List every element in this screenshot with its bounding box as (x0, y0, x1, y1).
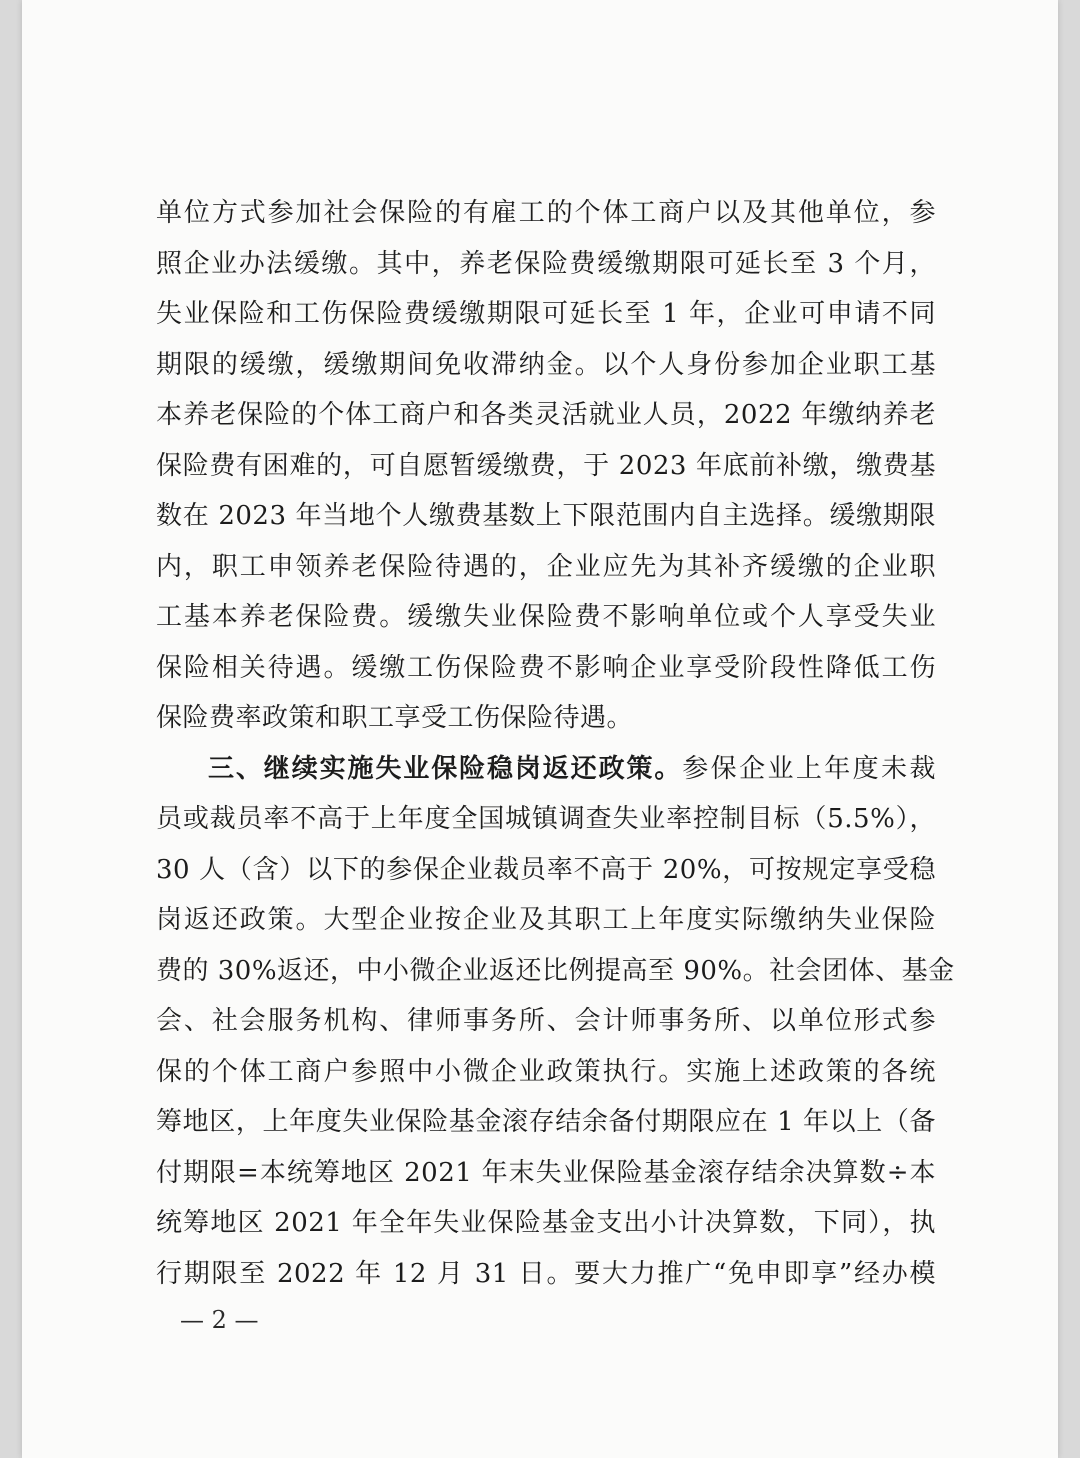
document-page (22, 0, 1058, 1458)
text-line-7: 数在 2023 年当地个人缴费基数上下限范围内自主选择。缓缴期限 (156, 501, 936, 531)
section-heading-line (156, 744, 936, 795)
text-line-5: 本养老保险的个体工商户和各类灵活就业人员，2022 年缴纳养老 (156, 400, 936, 430)
text-line-6: 保险费有困难的，可自愿暂缓缴费，于 2023 年底前补缴，缴费基 (156, 450, 936, 481)
section-line-5: 会、社会服务机构、律师事务所、会计师事务所、以单位形式参 (156, 1006, 936, 1036)
section-line-4: 费的 30%返还，中小微企业返还比例提高至 90%。社会团体、基金 (156, 955, 955, 986)
section-line-9: 统筹地区 2021 年全年失业保险基金支出小计决算数，下同），执 (156, 1208, 936, 1238)
text-line-2: 照企业办法缓缴。其中，养老保险费缓缴期限可延长至 3 个月， (156, 248, 936, 279)
page-number: — 2 — (180, 1306, 259, 1334)
document-body (156, 188, 955, 1299)
text-line-4: 期限的缓缴，缓缴期间免收滞纳金。以个人身份参加企业职工基 (156, 349, 936, 380)
section-line-10: 行期限至 2022 年 12 月 31 日。要大力推广“免申即享”经办模 (156, 1258, 936, 1289)
text-line-11: 保险费率政策和职工享受工伤保险待遇。 (156, 703, 634, 733)
text-line-9: 工基本养老保险费。缓缴失业保险费不影响单位或个人享受失业 (156, 602, 936, 632)
text-line-8: 内，职工申领养老保险待遇的，企业应先为其补齐缓缴的企业职 (156, 551, 936, 582)
section-heading: 三、继续实施失业保险稳岗返还政策。 (208, 753, 683, 784)
text-line-3: 失业保险和工伤保险费缓缴期限可延长至 1 年，企业可申请不同 (156, 299, 936, 329)
text-line-10: 保险相关待遇。缓缴工伤保险费不影响企业享受阶段性降低工伤 (156, 652, 936, 683)
section-line-7: 筹地区，上年度失业保险基金滚存结余备付期限应在 1 年以上（备 (156, 1107, 936, 1137)
text-line-1: 单位方式参加社会保险的有雇工的个体工商户以及其他单位，参 (156, 198, 936, 228)
section-first-line-text: 参保企业上年度未裁 (682, 753, 936, 784)
section-line-8: 付期限=本统筹地区 2021 年末失业保险基金滚存结余决算数÷本 (156, 1157, 936, 1188)
section-line-3: 岗返还政策。大型企业按企业及其职工上年度实际缴纳失业保险 (156, 905, 936, 935)
section-line-1: 员或裁员率不高于上年度全国城镇调查失业率控制目标（5.5%）， (156, 804, 936, 834)
section-line-6: 保的个体工商户参照中小微企业政策执行。实施上述政策的各统 (156, 1056, 936, 1087)
section-line-2: 30 人（含）以下的参保企业裁员率不高于 20%，可按规定享受稳 (156, 854, 936, 885)
